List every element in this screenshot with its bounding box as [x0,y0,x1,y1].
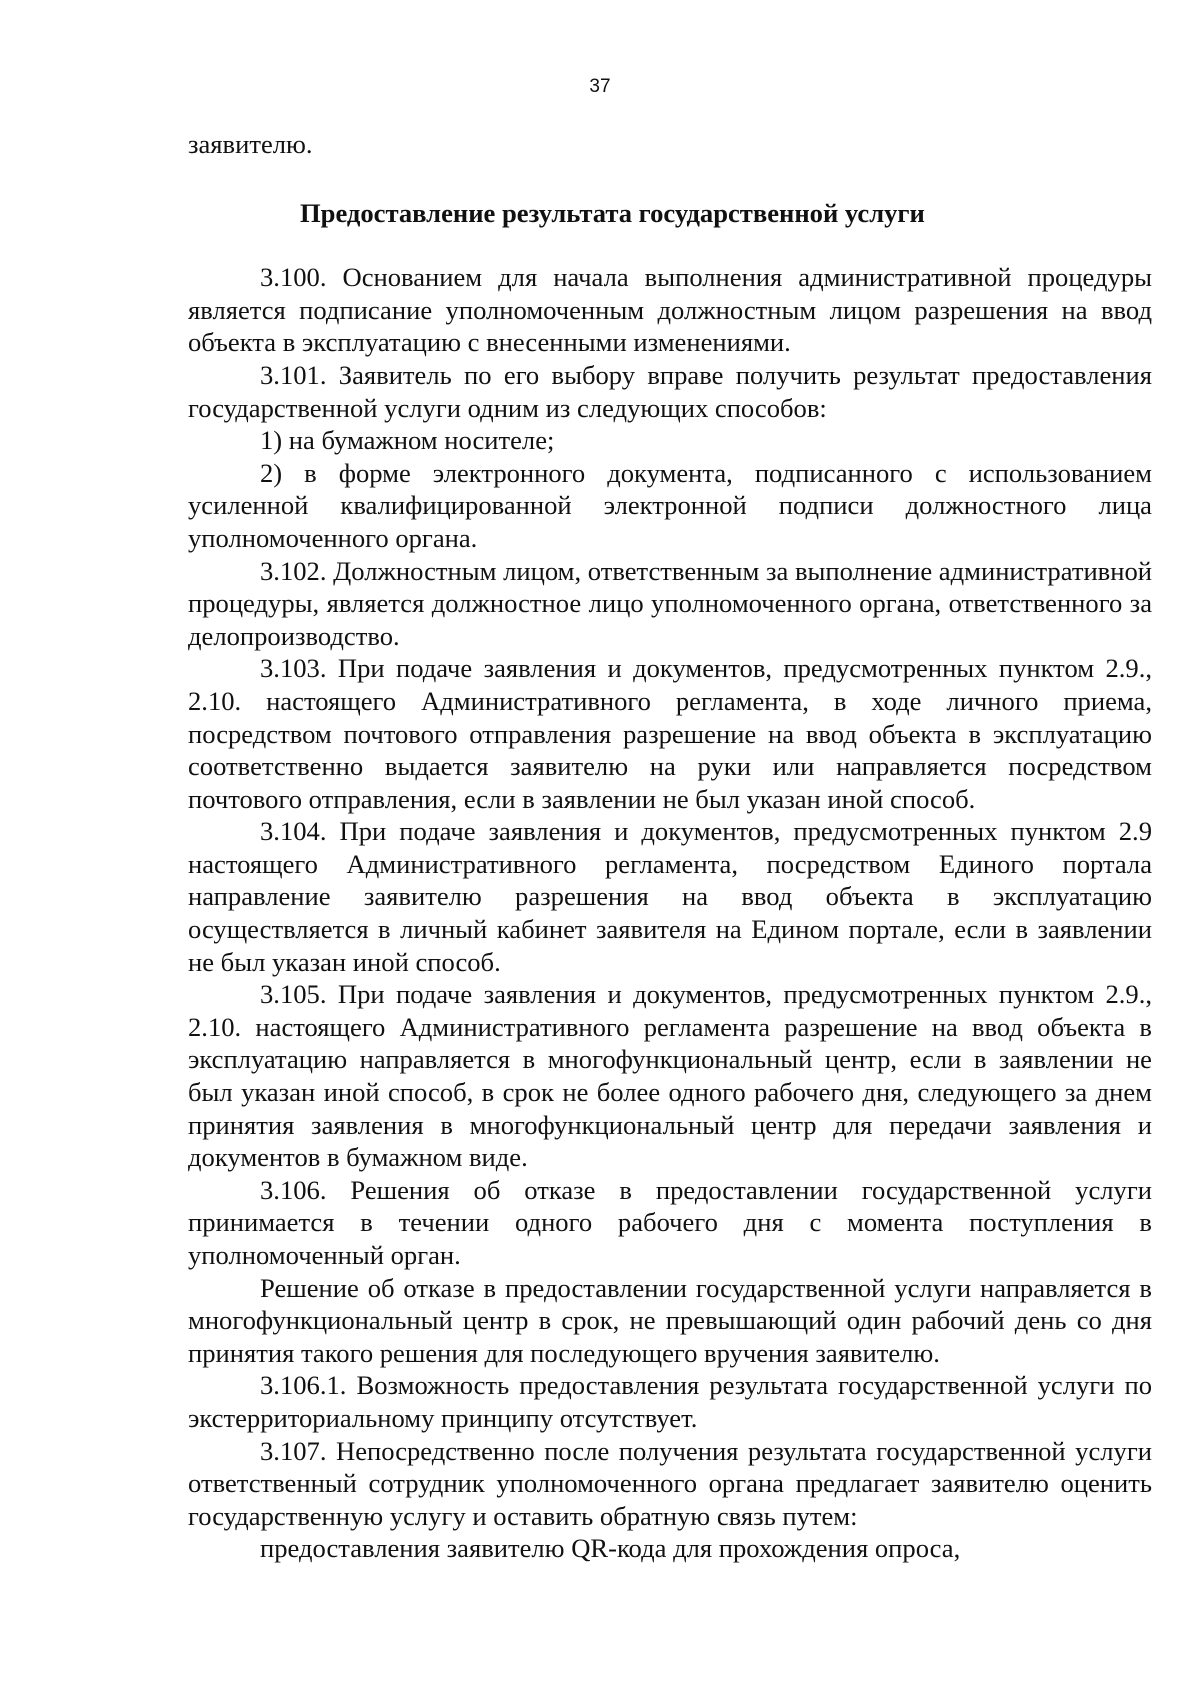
paragraph-3-104: 3.104. При подаче заявления и документов, предусмотренных пунктом 2.9 настоящего Административного регламента, посредством Единого портала направление заявителю разрешения на ввод объекта в эксплуатацию осуществляется в личный кабинет заявителя на Едином портале, если в заявлении не был указан иной способ. [188,816,1152,977]
paragraph-3-107: 3.107. Непосредственно после получения результата государственной услуги ответственный сотрудник уполномоченного органа предлагает заявителю оценить государственную услугу и оставить обратную связь путем: [188,1435,1152,1531]
paragraph-qr-code: предоставления заявителю QR-кода для прохождения опроса, [260,1533,961,1564]
paragraph-3-106-1: 3.106.1. Возможность предоставления результата государственной услуги по экстерриториальному принципу отсутствует. [188,1370,1152,1433]
continuation-text: заявителю. [188,129,313,159]
list-item-paper: 1) на бумажном носителе; [260,425,555,456]
paragraph-3-102: 3.102. Должностным лицом, ответственным за выполнение административной процедуры, является должностное лицо уполномоченного органа, ответственного за делопроизводство. [188,555,1152,651]
paragraph-3-106: 3.106. Решения об отказе в предоставлении государственной услуги принимается в течении одного рабочего дня с момента поступления в уполномоченный орган. [188,1174,1152,1270]
paragraph-3-103: 3.103. При подаче заявления и документов, предусмотренных пунктом 2.9., 2.10. настоящего Административного регламента, в ходе личного приема, посредством почтового отправления разрешение на ввод объекта в эксплуатацию соответственно выдается заявителю на руки или направляется посредством почтового отправления, если в заявлении не был указан иной способ. [188,653,1152,814]
paragraph-refusal-decision: Решение об отказе в предоставлении государственной услуги направляется в многофункциональный центр в срок, не превышающий один рабочий день со дня принятия такого решения для последующего вручения заявителю. [188,1272,1152,1368]
paragraph-3-100: 3.100. Основанием для начала выполнения административной процедуры является подписание уполномоченным должностным лицом разрешения на ввод объекта в эксплуатацию с внесенными изменениями. [188,262,1152,358]
page-number: 37 [589,76,611,97]
section-heading: Предоставление результата государственной услуги [300,197,925,228]
paragraph-3-101: 3.101. Заявитель по его выбору вправе получить результат предоставления государственной услуги одним из следующих способов: [188,359,1152,423]
paragraph-3-105: 3.105. При подаче заявления и документов, предусмотренных пунктом 2.9., 2.10. настоящего Административного регламента разрешение на ввод объекта в эксплуатацию направляется в многофункциональный центр, если в заявлении не был указан иной способ, в срок не более одного рабочего дня, следующего за днем принятия заявления в многофункциональный центр для передачи заявления и документов в бумажном виде. [188,979,1152,1173]
page-content [188,128,1152,1565]
list-item-electronic: 2) в форме электронного документа, подписанного с использованием усиленной квалифицированной электронной подписи должностного лица уполномоченного органа. [188,457,1152,553]
